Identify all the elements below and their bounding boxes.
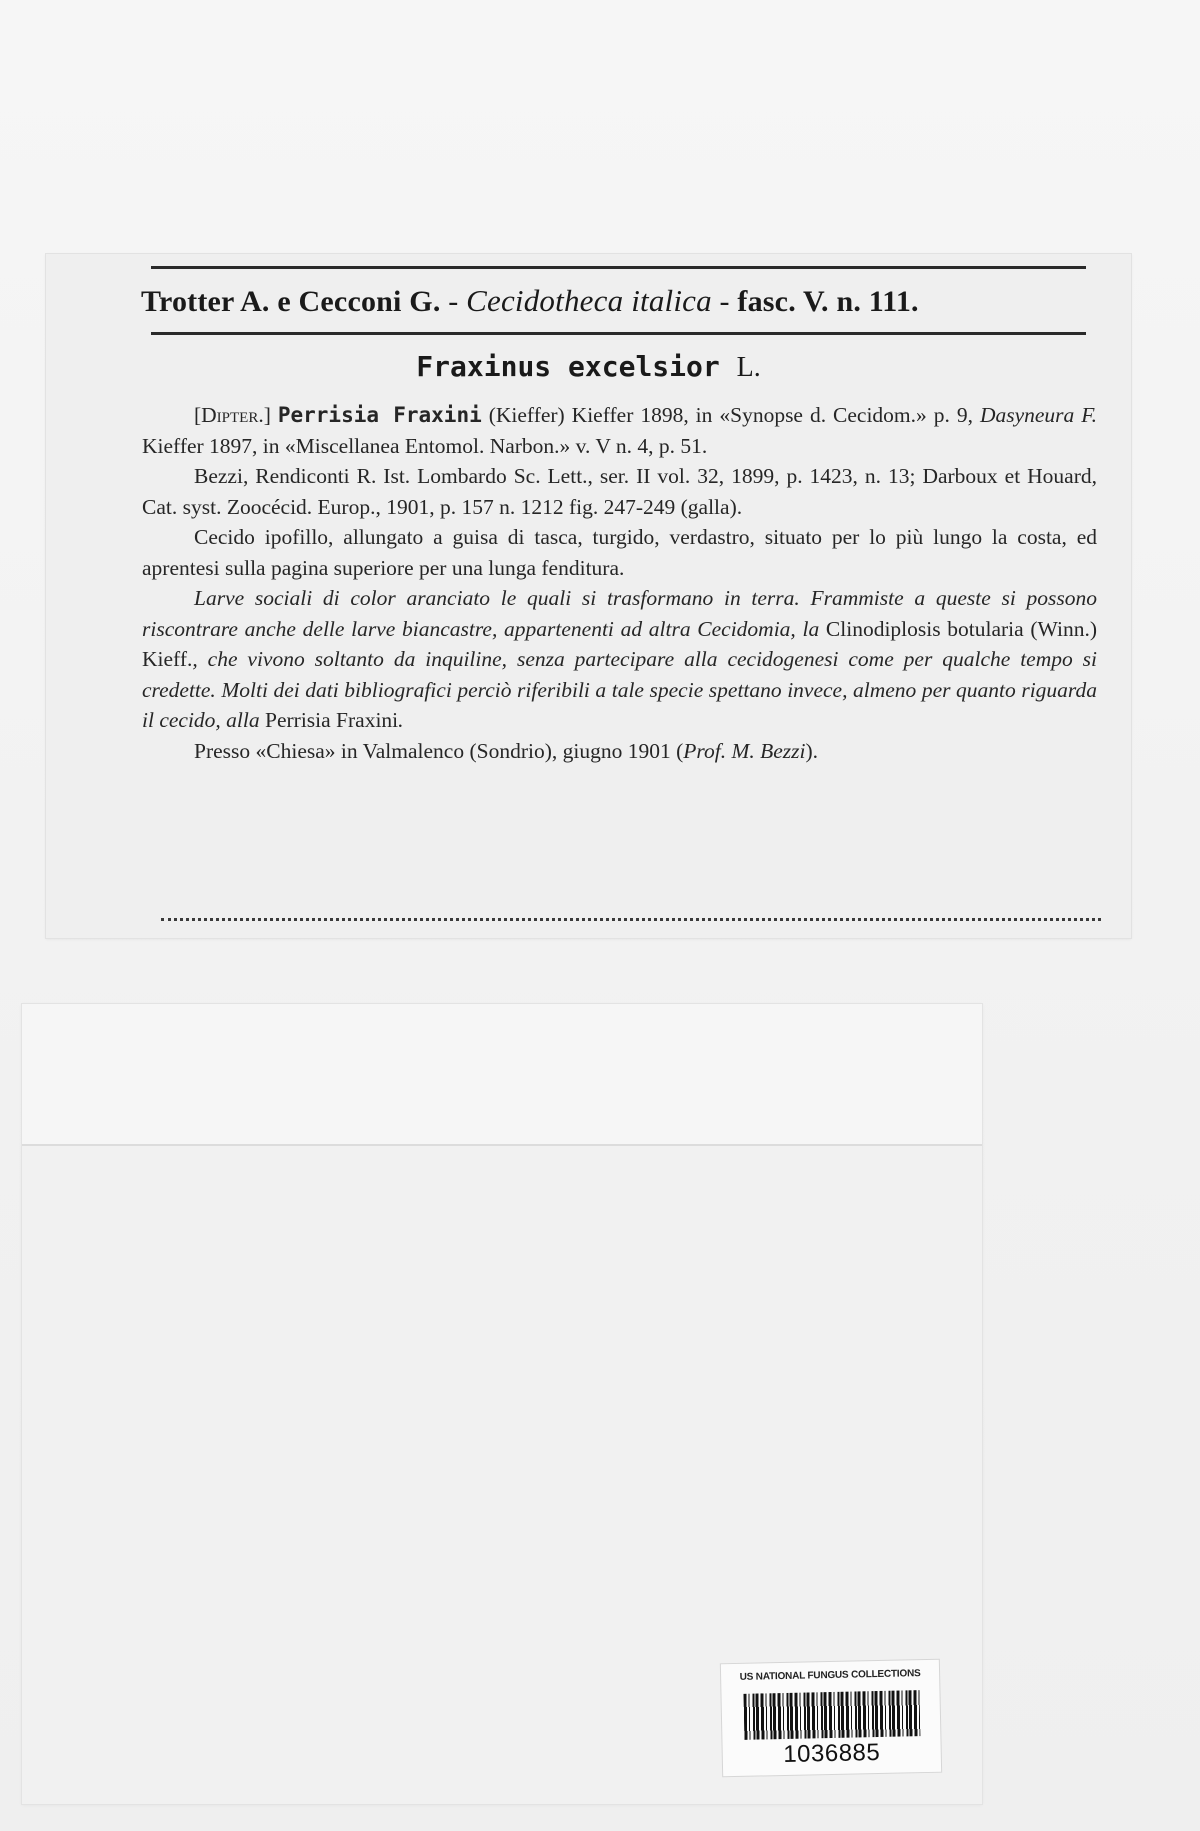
larvae-text: . xyxy=(398,708,404,732)
synonym: Dasyneura F. xyxy=(979,403,1097,427)
collector: Prof. M. Bezzi xyxy=(683,738,806,763)
label-top-rule xyxy=(151,266,1086,269)
species-author: L. xyxy=(736,352,761,383)
header-authors: Trotter A. e Cecconi G. xyxy=(141,285,441,318)
barcode-label xyxy=(721,1660,941,1777)
gall-description-paragraph: Cecido ipofillo, allungato a guisa di tasca, turgido, verdastro, situato per lo più lungo la costa, ed aprentesi sulla pagina superiore per una lunga fenditura. xyxy=(142,525,1097,580)
references-paragraph: Bezzi, Rendiconti R. Ist. Lombardo Sc. Lett., ser. II vol. 32, 1899, p. 1423, n. 13; Darboux et Houard, Cat. syst. Zoocécid. Europ., 1901, p. 157 n. 1212 fig. 247-249 (galla). xyxy=(142,464,1097,519)
envelope-flap xyxy=(22,1004,982,1146)
header-fascicle: fasc. V. n. 111. xyxy=(737,285,919,318)
locality-text: Presso «Chiesa» in Valmalenco (Sondrio), giugno 1901 ( xyxy=(194,738,684,763)
label-header xyxy=(141,278,1101,324)
citation-paragraph xyxy=(142,400,1097,461)
order-tag: [Dipter.] xyxy=(194,403,271,427)
label-dotted-rule xyxy=(161,918,1101,921)
locality-close: ). xyxy=(805,738,819,763)
header-separator: - xyxy=(440,285,467,318)
barcode-institution: US NATIONAL FUNGUS COLLECTIONS xyxy=(739,1668,921,1683)
species-name: Fraxinus excelsior xyxy=(416,350,720,383)
inquiline-taxon: Clinodiplosis botularia (Winn.) Kieff. xyxy=(142,616,1097,671)
locality-paragraph xyxy=(142,736,1097,767)
citation-text: Kieffer 1897, in «Miscellanea Entomol. Narbon.» v. V n. 4, p. 51. xyxy=(142,433,708,458)
barcode-number: 1036885 xyxy=(783,1738,881,1769)
label-body xyxy=(142,400,1097,766)
barcode-bars xyxy=(743,1690,920,1740)
larvae-paragraph xyxy=(142,583,1097,736)
header-series-title: Cecidotheca italica xyxy=(466,283,712,318)
gall-maker-taxon: Perrisia Fraxini xyxy=(265,708,399,732)
species-heading xyxy=(46,350,1131,384)
label-header-rule xyxy=(151,332,1086,335)
citation-text: (Kieffer) Kieffer 1898, in «Synopse d. Cecidom.» p. 9, xyxy=(481,403,980,427)
header-separator: - xyxy=(711,285,738,318)
specimen-label xyxy=(46,254,1131,938)
larvae-text: Larve sociali di color aranciato le quali si trasformano in terra. Frammiste a queste si possono riscontrare anche delle larve biancastre, appartenenti ad altra Cecidomia, la xyxy=(142,586,1097,641)
gall-maker-taxon: Perrisia Fraxini xyxy=(277,403,482,427)
larvae-text: , che vivono soltanto da inquiline, senza partecipare alla cecidogenesi come per qualche tempo si credette. Molti dei dati bibliografici perciò riferibili a tale specie spettano invece, almeno per quanto riguarda il cecido, alla xyxy=(142,647,1097,732)
